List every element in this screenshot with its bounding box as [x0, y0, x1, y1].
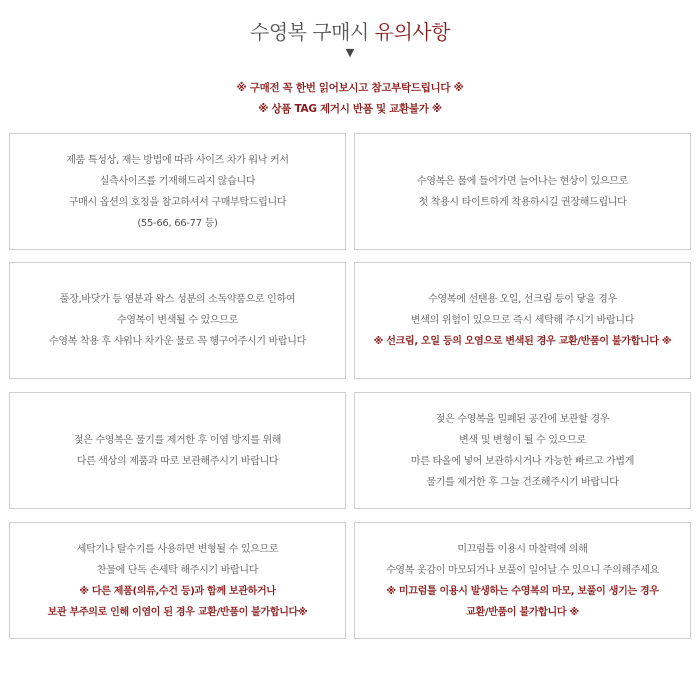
caution-box-sealed-storage — [354, 392, 691, 509]
caution-text-line: 젖은 수영복을 밀폐된 공간에 보관할 경우 — [435, 413, 610, 425]
caution-text-line: 수영복 옷감이 마모되거나 보풀이 일어날 수 있으니 주의해주세요 — [386, 564, 659, 576]
caution-box-washing — [9, 522, 346, 639]
caution-text-line: 마른 타올에 넣어 보관하시거나 가능한 빠르고 가볍게 — [410, 455, 635, 467]
page-title-main: 수영복 구매시 — [250, 20, 375, 44]
caution-box-wet-storage — [9, 392, 346, 509]
caution-text-line: 수영복 착용 후 샤워나 차가운 물로 꼭 헹구어주시기 바랍니다 — [48, 336, 307, 347]
caution-box-stretch — [354, 133, 691, 250]
caution-text-line: 실측사이즈를 기재해드리지 않습니다 — [99, 175, 256, 187]
caution-box-suncream — [354, 262, 691, 379]
caution-text-line: 변색의 위험이 있으므로 즉시 세탁해 주시기 바랍니다 — [410, 315, 635, 326]
caution-box-size — [9, 133, 346, 250]
caution-box-chlorine — [9, 262, 346, 379]
caution-text-line: 풀장,바닷가 등 염분과 왁스 성분의 소독약품으로 인하여 — [59, 294, 296, 305]
caution-warning-line: ※ 미끄럼틀 이용시 발생하는 수영복의 마모, 보풀이 생기는 경우 — [386, 585, 659, 597]
caution-box-slide — [354, 522, 691, 639]
page-title-accent: 유의사항 — [374, 20, 450, 44]
page-title — [0, 16, 700, 45]
caution-text-line: 찬물에 단독 손세탁 해주시기 바랍니다 — [96, 564, 259, 576]
caution-text-line: 변색 및 변형이 될 수 있으므로 — [459, 434, 586, 446]
caution-text-line: 젖은 수영복은 물기를 제거한 후 이염 방지를 위해 — [73, 434, 282, 446]
caution-text-line: 첫 착용시 타이트하게 착용하시길 권장해드립니다 — [418, 196, 627, 208]
caution-text-line: 물기를 제거한 후 그늘 건조해주시기 바랍니다 — [426, 476, 619, 488]
down-arrow-icon: ▼ — [345, 46, 355, 59]
caution-text-line: 수영복은 물에 들어가면 늘어나는 현상이 있으므로 — [417, 175, 628, 187]
caution-warning-line: ※ 선크림, 오일 등의 오염으로 변색된 경우 교환/반품이 불가합니다 ※ — [373, 336, 672, 347]
caution-text-line: 다른 색상의 제품과 따로 보관해주시기 바랍니다 — [76, 455, 279, 467]
caution-text-line: 제품 특성상, 재는 방법에 따라 사이즈 차가 워낙 커서 — [66, 154, 289, 166]
caution-warning-line: ※ 다른 제품(의류,수건 등)과 함께 보관하거나 — [79, 585, 276, 597]
caution-text-line: 구매시 옵션의 호칭을 참고하셔서 구매부탁드립니다 — [68, 196, 287, 208]
caution-text-line: 미끄럼틀 이용시 마찰력에 의해 — [457, 543, 588, 555]
notice-read-before-purchase: ※ 구매전 꼭 한번 읽어보시고 참고부탁드립니다 ※ — [236, 82, 464, 94]
caution-text-line: 수영복에 선탠용 오일, 선크림 등이 닿을 경우 — [428, 294, 617, 305]
caution-text-line: (55-66, 66-77 등) — [137, 217, 218, 229]
caution-text-line: 세탁기나 탈수기를 사용하면 변형될 수 있으므로 — [76, 543, 279, 555]
caution-text-line: 수영복이 변색될 수 있으므로 — [117, 315, 238, 326]
caution-warning-line: 교환/반품이 불가합니다 ※ — [466, 606, 579, 618]
notice-tag-removal: ※ 상품 TAG 제거시 반품 및 교환불가 ※ — [258, 103, 442, 115]
caution-warning-line: 보관 부주의로 인해 이염이 된 경우 교환/반품이 불가합니다※ — [47, 606, 308, 618]
